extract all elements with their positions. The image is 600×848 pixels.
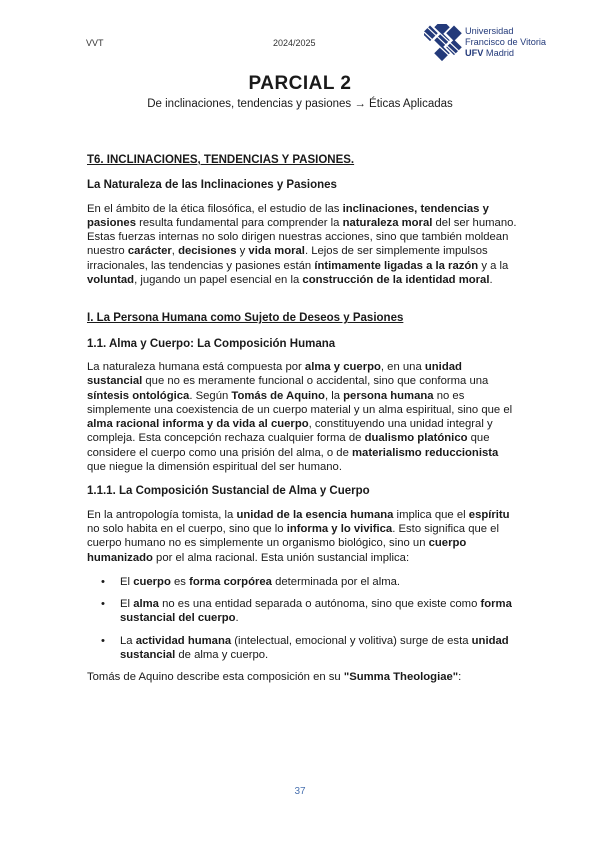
list-item: • El alma no es una entidad separada o autónoma, sino que existe como forma sustancial del cuerpo. [120,597,517,626]
page-title: PARCIAL 2 [248,73,352,94]
subheading-1-1: 1.1. Alma y Cuerpo: La Composición Humana [87,337,336,350]
paragraph-intro: En el ámbito de la ética filosófica, el estudio de las inclinaciones, tendencias y pasiones resulta fundamental para comprender la naturaleza moral del ser humano. Estas fuerzas internas no solo dirigen nuestras acciones, sino que también moldean nuestro carácter, decisiones y vida moral. Lejos de ser simplemente impulsos irracionales, las tendencias y pasiones están íntimamente ligadas a la razón y a la voluntad, jugando un papel esencial en la construcción de la identidad moral. [87,202,517,287]
logo-line-2: Francisco de Vitoria [465,37,547,47]
ufv-logo-mark-icon [424,24,464,62]
section-heading-t6: T6. INCLINACIONES, TENDENCIAS Y PASIONES. [87,154,355,166]
header-year: 2024/2025 [273,38,316,48]
list-item: • El cuerpo es forma corpórea determinada por el alma. [120,575,517,589]
logo-line-3: UFV Madrid [465,48,515,58]
list-item: • La actividad humana (intelectual, emocional y volitiva) surge de esta unidad sustancial de alma y cuerpo. [120,634,517,663]
section-heading-1: I. La Persona Humana como Sujeto de Deseos y Pasiones [87,312,404,325]
subheading-1-1-1: 1.1.1. La Composición Sustancial de Alma y Cuerpo [87,485,370,498]
paragraph-tomist: En la antropología tomista, la unidad de la esencia humana implica que el espíritu no solo habita en el cuerpo, sino que lo informa y lo vivifica. Esto significa que el cuerpo humano no es simplemente un organismo biológico, sino un cuerpo humanizado por el alma racional. Esta unión sustancial implica: [87,508,510,564]
page-subtitle: De inclinaciones, tendencias y pasiones → Éticas Aplicadas [147,98,453,110]
university-logo [424,24,564,62]
header-left: VVT [86,38,104,48]
logo-line-1: Universidad [465,26,514,36]
paragraph-summa: Tomás de Aquino describe esta composición en su "Summa Theologiae": [87,671,462,684]
subheading-nature: La Naturaleza de las Inclinaciones y Pasiones [87,179,337,192]
document-body [87,153,517,695]
paragraph-soul-body: La naturaleza humana está compuesta por alma y cuerpo, en una unidad sustancial que no es meramente funcional o accidental, sino que conforma una síntesis ontológica. Según Tomás de Aquino, la persona humana no es simplemente una coexistencia de un cuerpo material y un alma espiritual, sino que el alma racional informa y da vida al cuerpo, constituyendo una unidad integral y compleja. Esta concepción rechaza cualquier forma de dualismo platónico que considere el cuerpo como una prisión del alma, o de materialismo reduccionista que niegue la dimensión espiritual del ser humano. [87,360,513,474]
page-number: 37 [294,786,306,797]
bullet-list [87,575,517,662]
